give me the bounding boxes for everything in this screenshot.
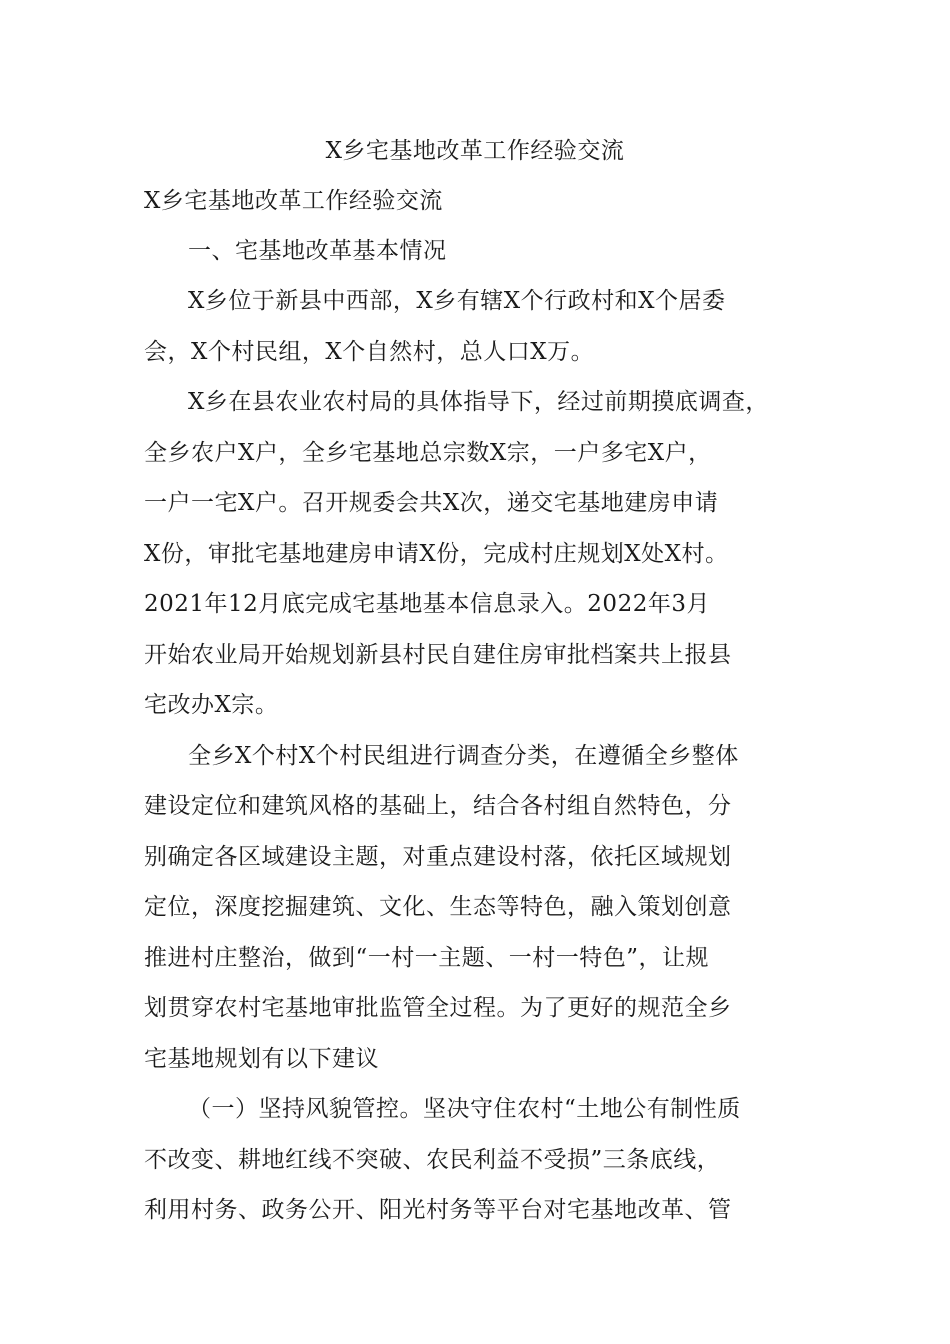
paragraph-line: 2021年12月底完成宅基地基本信息录入。2022年3月 (144, 591, 710, 617)
paragraph-line: （一）坚持风貌管控。坚决守住农村“土地公有制性质 (188, 1096, 741, 1122)
paragraph-line: X乡位于新县中西部，X乡有辖X个行政村和X个居委 (188, 288, 726, 314)
paragraph-line: 全乡X个村X个村民组进行调查分类，在遵循全乡整体 (188, 742, 739, 769)
paragraph-line: 建设定位和建筑风格的基础上，结合各村组自然特色，分 (144, 793, 732, 819)
paragraph-line: 别确定各区域建设主题，对重点建设村落，依托区域规划 (144, 843, 732, 870)
document-subtitle: X乡宅基地改革工作经验交流 (144, 188, 443, 214)
document-body (144, 176, 812, 1236)
paragraph-line: 开始农业局开始规划新县村民自建住房审批档案共上报县 (144, 641, 732, 668)
paragraph-line: 会，X个村民组，X个自然村，总人口X万。 (144, 338, 595, 365)
paragraph-overview (144, 276, 812, 377)
paragraph-line: 全乡农户X户，全乡宅基地总宗数X宗，一户多宅X户， (144, 439, 712, 466)
section-heading: 一、宅基地改革基本情况 (188, 238, 447, 264)
paragraph-line: 一户一宅X户。召开规委会共X次，递交宅基地建房申请 (144, 490, 719, 516)
document-title: X乡宅基地改革工作经验交流 (325, 138, 625, 164)
paragraph-line: 不改变、耕地红线不突破、农民利益不受损”三条底线， (144, 1146, 721, 1173)
paragraph-planning (144, 731, 812, 1085)
paragraph-line: 利用村务、政务公开、阳光村务等平台对宅基地改革、管 (144, 1197, 732, 1223)
paragraph-line: 宅改办X宗。 (144, 692, 279, 718)
paragraph-line: 宅基地规划有以下建议 (144, 1045, 379, 1072)
paragraph-line: X乡在县农业农村局的具体指导下，经过前期摸底调查， (188, 389, 769, 415)
paragraph-line: X份，审批宅基地建房申请X份，完成村庄规划X处X村。 (144, 540, 729, 567)
paragraph-line: 划贯穿农村宅基地审批监管全过程。为了更好的规范全乡 (144, 995, 732, 1021)
paragraph-line: 定位，深度挖掘建筑、文化、生态等特色，融入策划创意 (144, 894, 732, 920)
paragraph-survey (144, 377, 812, 731)
paragraph-line: 推进村庄整治，做到“一村一主题、一村一特色”，让规 (144, 944, 710, 971)
paragraph-recommendation-1 (144, 1084, 812, 1236)
